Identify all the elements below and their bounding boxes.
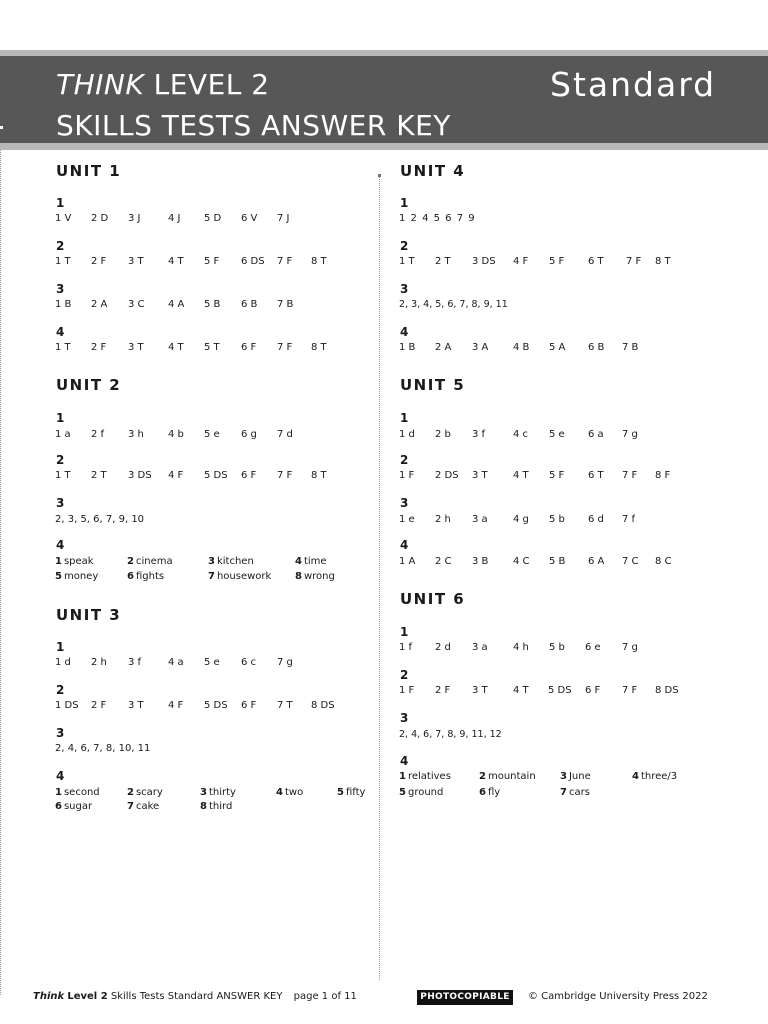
answer: 3 T [128,700,144,711]
answer: 1 A [399,556,416,567]
answer: 8 DS [655,685,679,696]
unit-title: UNIT 1 [56,162,122,180]
answer: 5 F [549,256,565,267]
answer: 1 F [399,470,415,481]
answer: 2 A [435,342,452,353]
answer: 6 F [241,470,257,481]
answer: 7 B [277,299,294,310]
word-answer: 4 two [276,787,304,798]
answer: 5 B [204,299,221,310]
answer: 6 F [241,342,257,353]
word-answer: 3 kitchen [208,556,254,567]
answer: 1 B [55,299,72,310]
answer: 2 C [435,556,452,567]
answer: 7 d [277,429,293,440]
answer: 5 D [204,213,222,224]
word-answer: 3 thirty [200,787,236,798]
word-answer: 2 cinema [127,556,173,567]
answer: 2 f [91,429,105,440]
photocopiable-badge: PHOTOCOPIABLE [417,990,513,1005]
section-number: 2 [56,239,65,253]
page-indicator: page 1 of 11 [293,991,357,1002]
word-answer: 4 three/3 [632,771,678,782]
version-label: Standard [550,65,717,104]
section-number: 1 [400,196,409,210]
answer: 4 c [513,429,529,440]
answer: 1 DS [55,700,79,711]
word-answer: 7 cake [127,801,160,812]
answer: 4 b [168,429,184,440]
answer: 6 c [241,657,257,668]
answer: 6 T [588,470,604,481]
answer: 3 T [472,470,488,481]
word-answer: 6 fights [127,571,165,582]
answer: 5 b [549,642,565,653]
answer: 3 J [128,213,141,224]
answer: 3 DS [128,470,152,481]
copyright: © Cambridge University Press 2022 [528,991,708,1002]
word-answer: 1 speak [55,556,94,567]
answer-list: 2, 4, 6, 7, 8, 9, 11, 12 [399,729,502,740]
answer: 1 T [55,342,71,353]
section-number: 4 [400,325,409,339]
answer: 4 T [513,470,529,481]
word-answer: 6 sugar [55,801,93,812]
answer: 4 J [168,213,181,224]
section-number: 2 [400,239,409,253]
answer: 2 h [435,514,451,525]
answer: 1 d [399,429,415,440]
section-number: 3 [56,282,65,296]
answer: 3 T [128,256,144,267]
word-answer: 6 fly [479,787,501,798]
answer: 3 T [472,685,488,696]
word-answer: 2 scary [127,787,163,798]
answer: 2 T [435,256,451,267]
section-number: 3 [400,711,409,725]
answer: 7 F [622,470,638,481]
answer: 4 T [168,256,184,267]
section-number: 3 [400,282,409,296]
answer: 7 B [622,342,639,353]
unit-title: UNIT 3 [56,606,122,624]
answer: 4 B [513,342,530,353]
section-number: 4 [400,538,409,552]
answer: 2 F [91,700,107,711]
answer: 6 e [585,642,601,653]
answer: 1 T [55,470,71,481]
answer: 6 a [588,429,604,440]
answer: 2 F [91,342,107,353]
answer: 3 f [472,429,486,440]
footer-description: Skills Tests Standard ANSWER KEY [110,991,283,1002]
answer-list: 1 2 4 5 6 7 9 [399,213,476,224]
word-answer: 1 second [55,787,100,798]
answer: 1 a [55,429,71,440]
answer: 2 F [435,685,451,696]
answer: 7 F [277,342,293,353]
answer: 8 T [655,256,671,267]
answer: 4 A [168,299,185,310]
section-number: 4 [56,538,65,552]
section-number: 1 [400,625,409,639]
column-divider [379,175,380,980]
answer-list: 2, 3, 5, 6, 7, 9, 10 [55,514,145,525]
answer: 7 g [277,657,293,668]
answer: 8 C [655,556,672,567]
answer: 7 F [277,470,293,481]
answer: 5 F [204,256,220,267]
answer: 7 g [622,642,638,653]
unit-title: UNIT 6 [400,590,466,608]
answer: 7 J [277,213,290,224]
answer: 6 F [241,700,257,711]
answer: 3 B [472,556,489,567]
answer: 2 b [435,429,451,440]
answer: 5 DS [548,685,572,696]
answer: 8 T [311,470,327,481]
answer: 7 F [277,256,293,267]
answer: 1 V [55,213,72,224]
answer: 1 d [55,657,71,668]
unit-title: UNIT 2 [56,376,122,394]
word-answer: 8 wrong [295,571,335,582]
left-margin-rule [0,150,1,995]
answer: 4 g [513,514,529,525]
answer: 3 f [128,657,142,668]
answer-list: 2, 3, 4, 5, 6, 7, 8, 9, 11 [399,299,508,310]
answer: 2 h [91,657,107,668]
answer: 5 e [204,429,220,440]
word-answer: 2 mountain [479,771,536,782]
unit-title: UNIT 5 [400,376,466,394]
answer: 3 A [472,342,489,353]
answer: 3 h [128,429,144,440]
answer: 8 T [311,256,327,267]
section-number: 2 [400,668,409,682]
answer: 2 D [91,213,109,224]
answer: 6 d [588,514,604,525]
answer: 6 DS [241,256,265,267]
answer: 4 C [513,556,530,567]
section-number: 1 [56,640,65,654]
answer: 4 F [513,256,529,267]
answer: 6 B [588,342,605,353]
word-answer: 4 time [295,556,327,567]
page-subtitle: SKILLS TESTS ANSWER KEY [56,109,451,142]
answer: 1 F [399,685,415,696]
answer: 4 T [168,342,184,353]
answer: 4 h [513,642,529,653]
footer-level: Level 2 [67,991,108,1002]
answer: 5 DS [204,700,228,711]
answer: 6 F [585,685,601,696]
section-number: 4 [56,325,65,339]
answer: 4 F [168,470,184,481]
answer: 7 g [622,429,638,440]
answer: 4 F [168,700,184,711]
footer-text [33,991,357,1003]
answer: 3 a [472,514,488,525]
answer: 5 e [549,429,565,440]
answer: 5 T [204,342,220,353]
section-number: 4 [56,769,65,783]
answer: 8 F [655,470,671,481]
answer: 5 b [549,514,565,525]
footer-brand: Think [33,991,65,1002]
word-answer: 8 third [200,801,233,812]
answer: 4 T [513,685,529,696]
answer: 4 a [168,657,184,668]
answer: 1 e [399,514,415,525]
answer: 5 e [204,657,220,668]
answer: 3 T [128,342,144,353]
word-answer: 5 ground [399,787,444,798]
answer: 7 F [622,685,638,696]
answer: 5 B [549,556,566,567]
unit-title: UNIT 4 [400,162,466,180]
section-number: 2 [56,453,65,467]
section-number: 3 [56,496,65,510]
answer: 5 F [549,470,565,481]
section-number: 1 [56,196,65,210]
answer: 1 T [55,256,71,267]
answer: 7 C [622,556,639,567]
answer: 7 f [622,514,636,525]
section-number: 1 [56,411,65,425]
word-answer: 5 fifty [337,787,366,798]
answer-list: 2, 4, 6, 7, 8, 10, 11 [55,743,151,754]
answer: 6 g [241,429,257,440]
word-answer: 7 cars [560,787,590,798]
answer: 5 DS [204,470,228,481]
section-number: 3 [56,726,65,740]
word-answer: 5 money [55,571,99,582]
answer: 8 T [311,342,327,353]
answer: 7 F [626,256,642,267]
answer: 2 d [435,642,451,653]
header-bottom-stripe [0,143,768,150]
section-number: 4 [400,754,409,768]
answer: 1 T [399,256,415,267]
answer: 2 T [91,470,107,481]
answer: 3 C [128,299,145,310]
section-number: 2 [56,683,65,697]
section-number: 1 [400,411,409,425]
word-answer: 1 relatives [399,771,451,782]
answer: 6 V [241,213,258,224]
section-number: 3 [400,496,409,510]
answer: 6 B [241,299,258,310]
answer: 1 f [399,642,413,653]
edge-mark [0,126,3,129]
answer: 6 A [588,556,605,567]
section-number: 2 [400,453,409,467]
page-title: THINK LEVEL 2 [56,68,270,101]
answer: 3 DS [472,256,496,267]
answer: 7 T [277,700,293,711]
answer: 5 A [549,342,566,353]
answer: 3 a [472,642,488,653]
answer: 8 DS [311,700,335,711]
answer: 6 T [588,256,604,267]
word-answer: 7 housework [208,571,272,582]
answer: 2 F [91,256,107,267]
answer: 2 DS [435,470,459,481]
answer: 1 B [399,342,416,353]
column-divider-mark [378,174,381,177]
answer: 2 A [91,299,108,310]
word-answer: 3 June [560,771,591,782]
